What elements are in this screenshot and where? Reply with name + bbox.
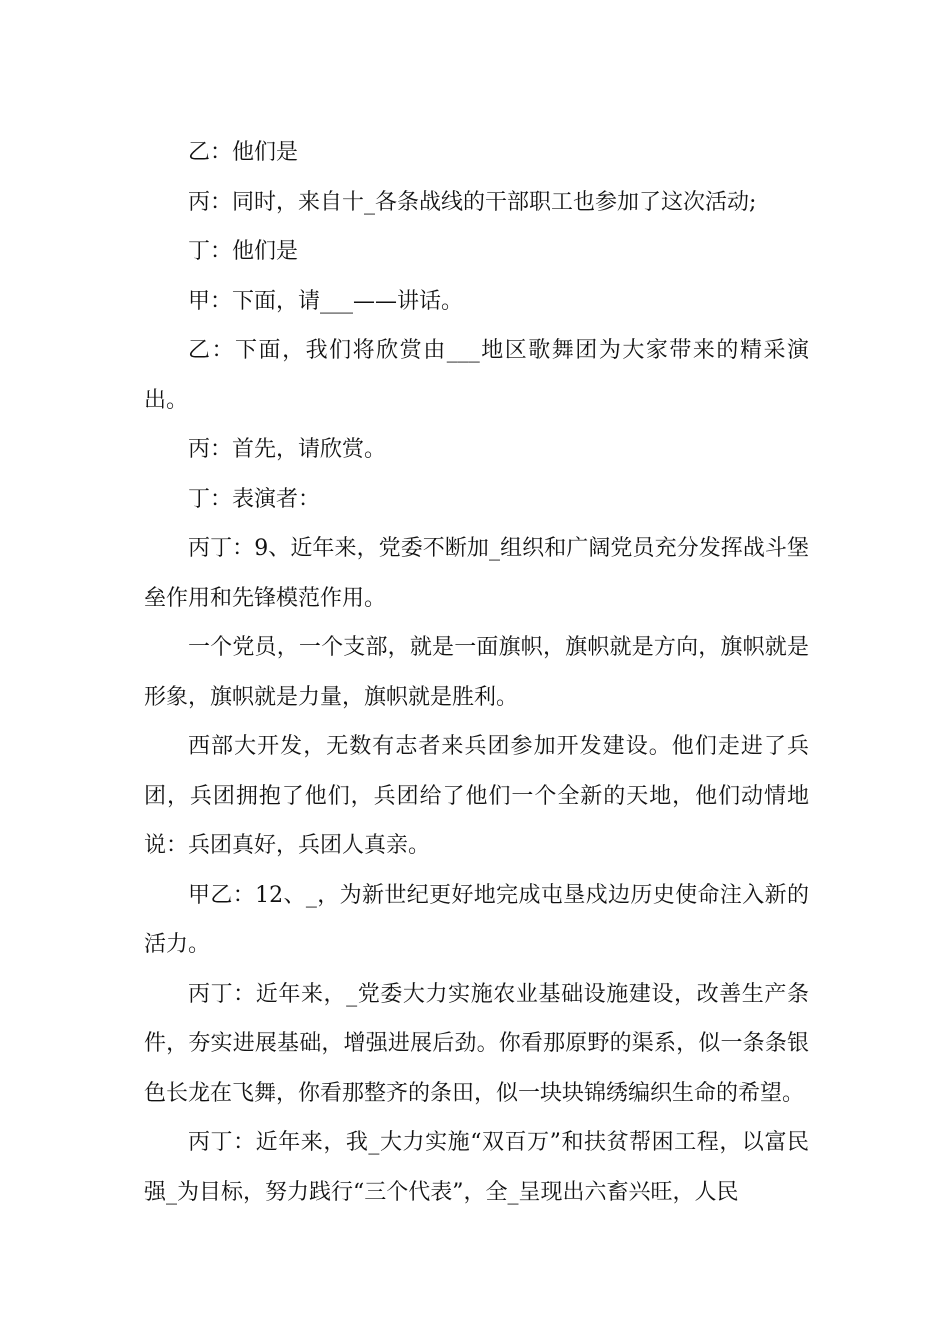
body-paragraph: 一个党员，一个支部，就是一面旗帜，旗帜就是方向，旗帜就是形象，旗帜就是力量，旗帜就是胜利。 xyxy=(144,635,809,710)
dialogue-line: 丙：同时，来自十_各条战线的干部职工也参加了这次活动; xyxy=(188,189,757,215)
dialogue-line: 丙：首先，请欣赏。 xyxy=(188,437,387,462)
dialogue-line: 乙：下面，我们将欣赏由___地区歌舞团为大家带来的精采演出。 xyxy=(144,338,809,413)
document-body xyxy=(144,128,809,1217)
dialogue-paragraph: 丙丁：9、近年来，党委不断加_组织和广阔党员充分发挥战斗堡垒作用和先锋模范作用。 xyxy=(144,536,809,611)
dialogue-line: 甲：下面，请___——讲话。 xyxy=(188,288,464,314)
body-paragraph: 西部大开发，无数有志者来兵团参加开发建设。他们走进了兵团，兵团拥抱了他们，兵团给了他们一个全新的天地，他们动情地说：兵团真好，兵团人真亲。 xyxy=(144,734,809,858)
dialogue-line: 丁：表演者： xyxy=(188,486,321,512)
dialogue-paragraph: 丙丁：近年来，_党委大力实施农业基础设施建设，改善生产条件，夯实进展基础，增强进展后劲。你看那原野的渠系，似一条条银色长龙在飞舞，你看那整齐的条田，似一块块锦绣编织生命的希望。 xyxy=(144,981,809,1106)
dialogue-line: 乙：他们是 xyxy=(188,140,299,165)
dialogue-line: 丁：他们是 xyxy=(188,239,299,264)
dialogue-paragraph: 甲乙：12、_，为新世纪更好地完成屯垦戍边历史使命注入新的活力。 xyxy=(144,882,809,957)
dialogue-paragraph: 丙丁：近年来，我_大力实施“双百万”和扶贫帮困工程，以富民强_为目标，努力践行“三个代表”，全_呈现出六畜兴旺，人民 xyxy=(144,1130,809,1205)
